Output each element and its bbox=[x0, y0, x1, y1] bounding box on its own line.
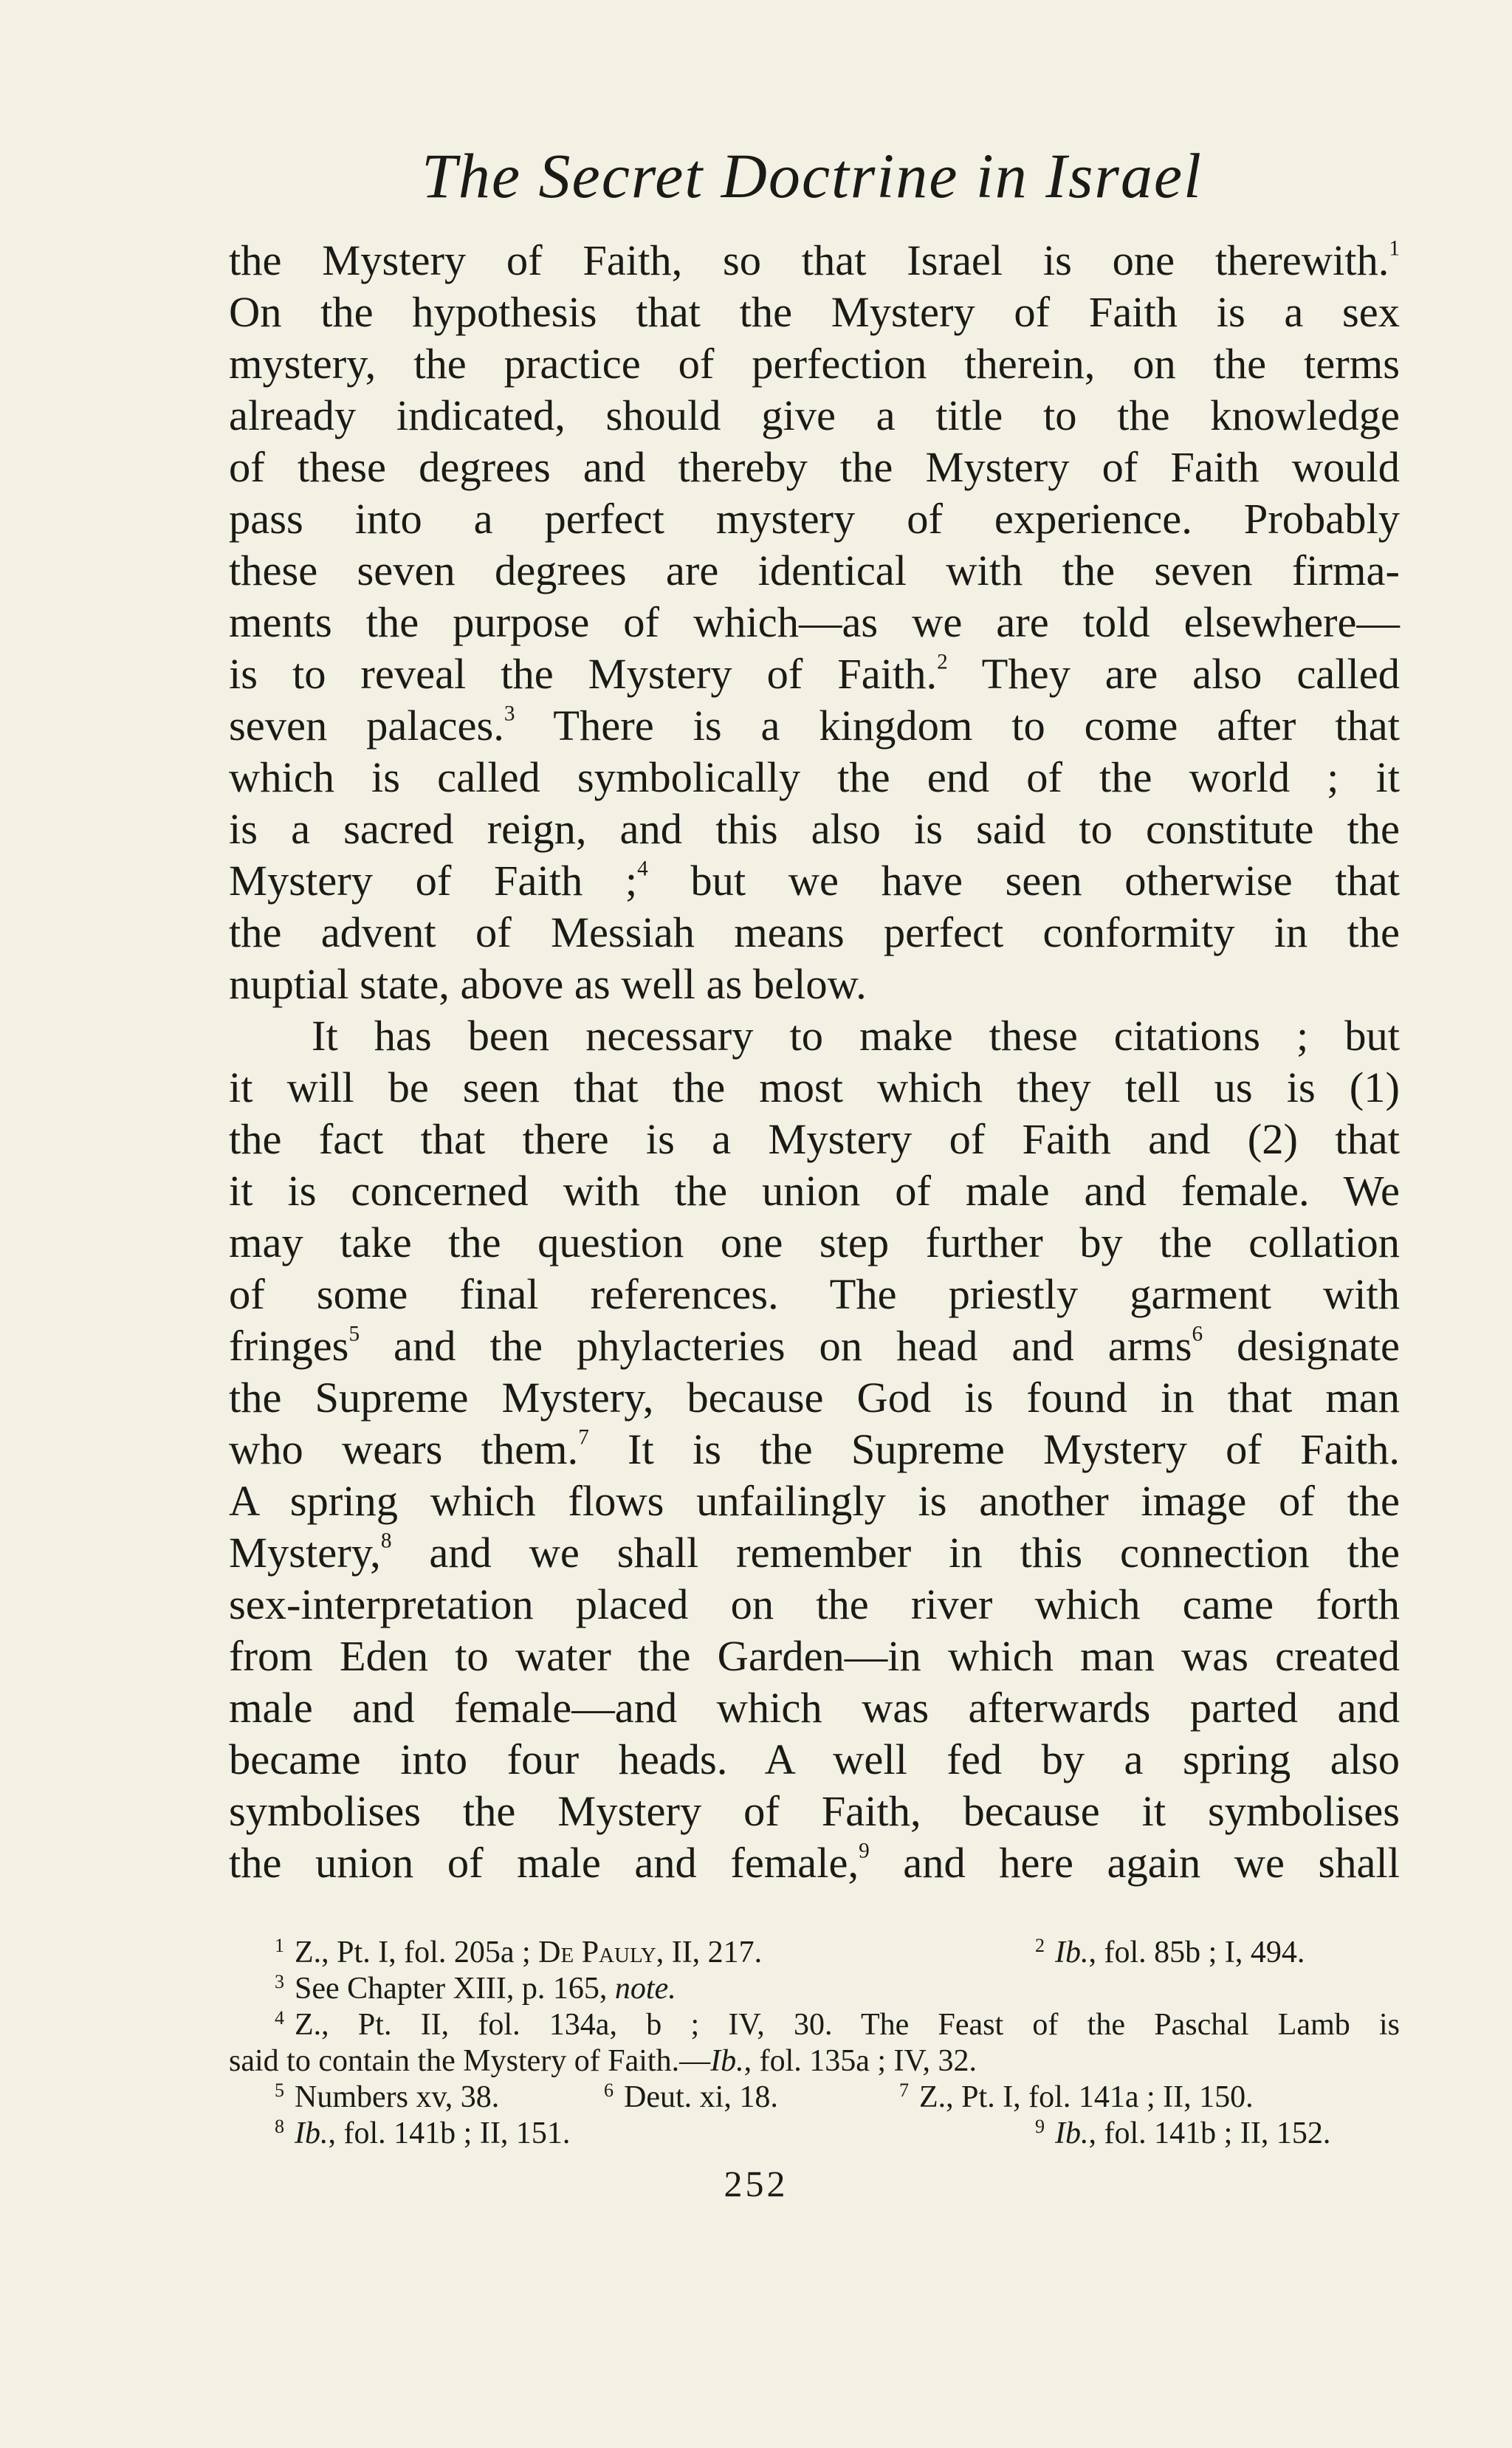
text-line bbox=[229, 390, 1400, 442]
footnote-ibid: Ib. bbox=[710, 2044, 744, 2078]
text-line bbox=[229, 1424, 1400, 1475]
footnote-ref: 7 bbox=[578, 1425, 589, 1450]
footnote-number: 3 bbox=[275, 1970, 285, 1992]
text-segment: They are also called bbox=[947, 650, 1400, 698]
text-line bbox=[229, 700, 1400, 752]
footnote-text: , fol. 135a ; IV, 32. bbox=[743, 2044, 977, 2078]
text-line bbox=[229, 1114, 1400, 1165]
text-segment: and here again we shall bbox=[869, 1839, 1400, 1887]
text-segment: and the phylacteries on head and arms bbox=[360, 1322, 1192, 1370]
footnote-number: 7 bbox=[899, 2079, 910, 2101]
text-segment: designate bbox=[1203, 1322, 1400, 1370]
text-line bbox=[229, 1269, 1400, 1320]
text-line bbox=[229, 1010, 1400, 1062]
footnote-note: note. bbox=[614, 1972, 676, 2006]
footnote-text: , fol. 141b ; II, 151. bbox=[328, 2116, 571, 2150]
text-line bbox=[229, 648, 1400, 700]
footnote-text: Z., Pt. I, fol. 141a ; II, 150. bbox=[919, 2080, 1254, 2114]
text-segment: who wears them. bbox=[229, 1425, 579, 1473]
text-segment: these seven degrees are identical with the seven firma- bbox=[229, 546, 1400, 594]
running-head: The Secret Doctrine in Israel bbox=[422, 140, 1203, 211]
text-line bbox=[229, 855, 1400, 907]
text-line bbox=[229, 338, 1400, 390]
footnote-ibid: Ib. bbox=[295, 2116, 329, 2150]
text-line bbox=[229, 597, 1400, 648]
footnote-line bbox=[229, 2080, 1400, 2116]
footnote-ref: 9 bbox=[859, 1839, 870, 1863]
text-line bbox=[229, 1631, 1400, 1682]
text-segment: the Mystery of Faith, so that Israel is one therewith. bbox=[229, 236, 1389, 284]
text-segment: On the hypothesis that the Mystery of Faith is a sex bbox=[229, 288, 1400, 336]
footnote-number: 2 bbox=[1035, 1934, 1045, 1956]
footnote-line bbox=[229, 2007, 1400, 2043]
footnote-text: , II, 217. bbox=[656, 1936, 763, 1969]
footnote-ibid: Ib. bbox=[1055, 2116, 1089, 2150]
text-segment: it will be seen that the most which they tell us is (1) bbox=[229, 1063, 1400, 1111]
text-segment: ments the purpose of which—as we are told elsewhere— bbox=[229, 598, 1400, 646]
footnote-text: See Chapter XIII, p. 165, bbox=[295, 1972, 615, 2006]
footnote-text: Z., Pt. I, fol. 205a ; bbox=[295, 1936, 539, 1969]
text-line bbox=[229, 1579, 1400, 1631]
footnote-ref: 3 bbox=[504, 702, 515, 726]
footnote-line bbox=[229, 2116, 1400, 2152]
text-segment: It has been necessary to make these citations ; but bbox=[312, 1012, 1400, 1060]
text-segment: is to reveal the Mystery of Faith. bbox=[229, 650, 938, 698]
text-line bbox=[229, 545, 1400, 597]
text-segment: of some final references. The priestly garment with bbox=[229, 1270, 1400, 1318]
footnote-number: 6 bbox=[604, 2079, 614, 2101]
footnote-ref: 5 bbox=[348, 1322, 360, 1346]
footnote-number: 8 bbox=[275, 2115, 285, 2137]
footnotes bbox=[229, 1935, 1400, 2152]
text-line bbox=[229, 907, 1400, 959]
footnote-ref: 6 bbox=[1192, 1322, 1203, 1346]
footnote-text: , fol. 141b ; II, 152. bbox=[1088, 2116, 1331, 2150]
footnote-number: 5 bbox=[275, 2079, 285, 2101]
footnote-ref: 1 bbox=[1389, 236, 1400, 261]
footnote-line bbox=[229, 1935, 1400, 1971]
text-segment: is a sacred reign, and this also is said to constitute the bbox=[229, 805, 1400, 853]
footnote-text: Numbers xv, 38. bbox=[295, 2080, 500, 2114]
text-line bbox=[229, 442, 1400, 493]
footnote-author: De Pauly bbox=[538, 1936, 656, 1969]
text-line bbox=[229, 1062, 1400, 1114]
text-line bbox=[229, 959, 1400, 1010]
text-line bbox=[229, 1786, 1400, 1837]
text-segment: seven palaces. bbox=[229, 702, 504, 750]
text-line bbox=[229, 1372, 1400, 1424]
footnote-ibid: Ib. bbox=[1055, 1936, 1089, 1969]
text-line bbox=[229, 1527, 1400, 1579]
text-segment: the fact that there is a Mystery of Faith and (2) that bbox=[229, 1115, 1400, 1163]
text-segment: A spring which flows unfailingly is another image of the bbox=[229, 1477, 1400, 1525]
text-line bbox=[229, 287, 1400, 338]
text-segment: symbolises the Mystery of Faith, because it symbolises bbox=[229, 1787, 1400, 1835]
text-line bbox=[229, 752, 1400, 803]
text-segment: sex-interpretation placed on the river which came forth bbox=[229, 1580, 1400, 1628]
footnote-number: 9 bbox=[1035, 2115, 1045, 2137]
text-segment: the Supreme Mystery, because God is found in that man bbox=[229, 1374, 1400, 1422]
footnote-text: Z., Pt. II, fol. 134a, b ; IV, 30. The Feast of the Paschal Lamb is bbox=[295, 2008, 1400, 2042]
text-segment: nuptial state, above as well as below. bbox=[229, 960, 867, 1008]
text-line bbox=[229, 1165, 1400, 1217]
text-line bbox=[229, 1837, 1400, 1889]
text-segment: Mystery, bbox=[229, 1529, 381, 1577]
footnote-ref: 8 bbox=[380, 1529, 392, 1553]
text-segment: already indicated, should give a title to the knowledge bbox=[229, 391, 1400, 439]
text-segment: of these degrees and thereby the Mystery of Faith would bbox=[229, 443, 1400, 491]
text-segment: became into four heads. A well fed by a spring also bbox=[229, 1735, 1400, 1783]
footnote-text: said to contain the Mystery of Faith.— bbox=[229, 2044, 711, 2078]
text-segment: but we have seen otherwise that bbox=[647, 857, 1400, 905]
text-line bbox=[229, 1682, 1400, 1734]
text-segment: Mystery of Faith ; bbox=[229, 857, 638, 905]
body-text bbox=[229, 235, 1400, 1889]
footnote-line bbox=[229, 2043, 1400, 2080]
footnote-ref: 4 bbox=[637, 857, 648, 881]
footnote-ref: 2 bbox=[937, 650, 948, 674]
text-segment: from Eden to water the Garden—in which man was created bbox=[229, 1632, 1400, 1680]
text-segment: It is the Supreme Mystery of Faith. bbox=[588, 1425, 1400, 1473]
page-number: 252 bbox=[724, 2163, 788, 2204]
text-segment: which is called symbolically the end of the world ; it bbox=[229, 753, 1400, 801]
footnote-text: Deut. xi, 18. bbox=[624, 2080, 778, 2114]
text-segment: and we shall remember in this connection the bbox=[391, 1529, 1400, 1577]
text-line bbox=[229, 1320, 1400, 1372]
text-segment: the union of male and female, bbox=[229, 1839, 859, 1887]
text-segment: There is a kingdom to come after that bbox=[515, 702, 1400, 750]
text-line bbox=[229, 1734, 1400, 1786]
text-line bbox=[229, 235, 1400, 287]
footnote-number: 4 bbox=[275, 2006, 285, 2029]
text-segment: fringes bbox=[229, 1322, 349, 1370]
text-segment: may take the question one step further by the collation bbox=[229, 1218, 1400, 1266]
text-segment: it is concerned with the union of male and female. We bbox=[229, 1167, 1400, 1215]
text-line bbox=[229, 1217, 1400, 1269]
text-line bbox=[229, 1475, 1400, 1527]
footnote-text: , fol. 85b ; I, 494. bbox=[1088, 1936, 1305, 1969]
text-segment: mystery, the practice of perfection therein, on the terms bbox=[229, 340, 1400, 388]
footnote-line bbox=[229, 1971, 1400, 2007]
text-segment: the advent of Messiah means perfect conformity in the bbox=[229, 908, 1400, 956]
footnote-number: 1 bbox=[275, 1934, 285, 1956]
text-line bbox=[229, 493, 1400, 545]
text-segment: pass into a perfect mystery of experience. Probably bbox=[229, 495, 1400, 543]
text-segment: male and female—and which was afterwards parted and bbox=[229, 1684, 1400, 1732]
text-line bbox=[229, 803, 1400, 855]
